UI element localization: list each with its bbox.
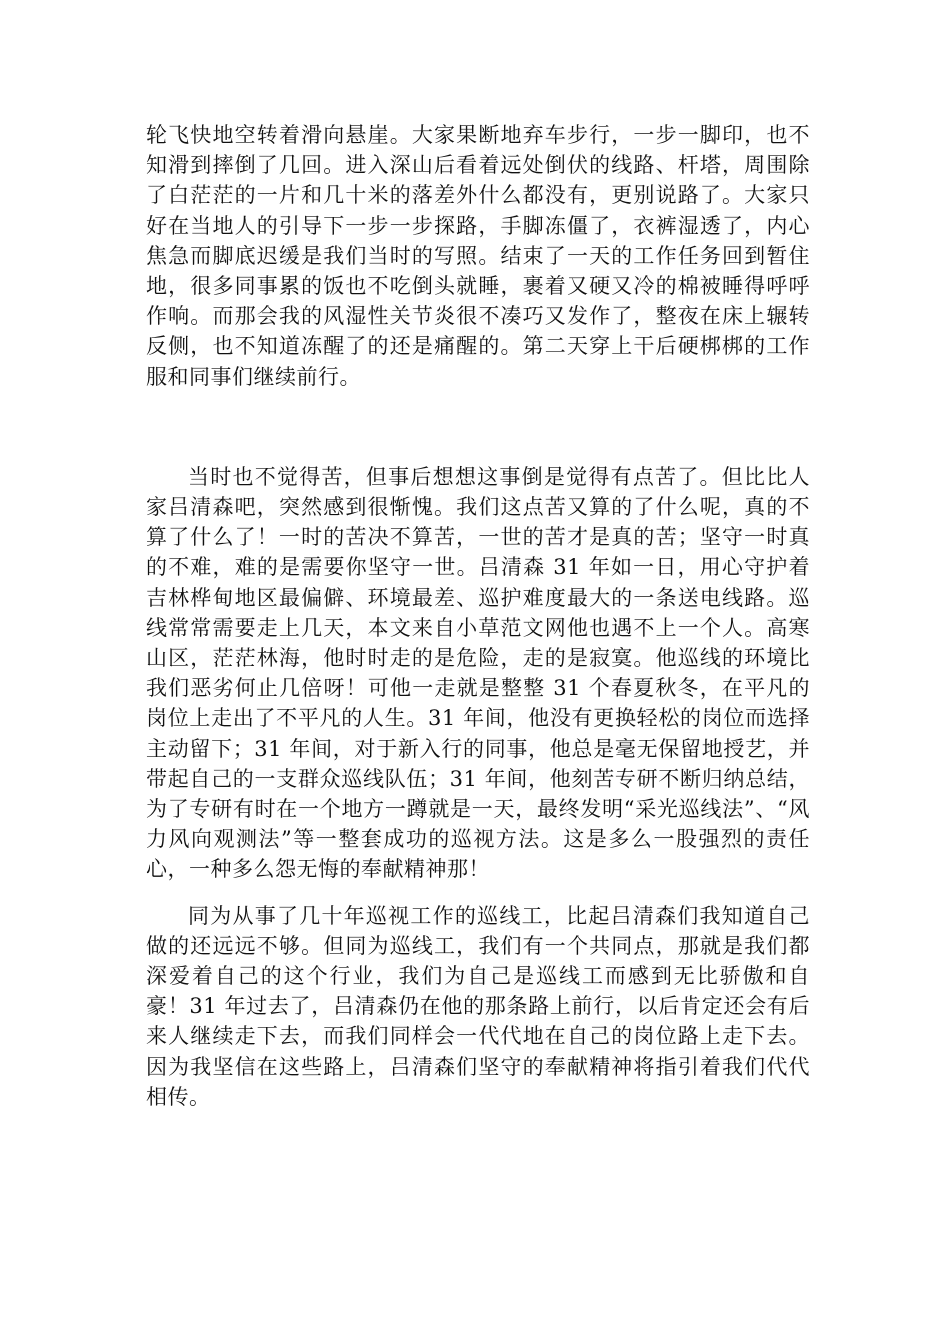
- paragraph-gap: [146, 392, 810, 462]
- document-body: [146, 120, 810, 1112]
- paragraph-conclusion: 同为从事了几十年巡视工作的巡线工，比起吕清森们我知道自己做的还远远不够。但同为巡线工，我们有一个共同点，那就是我们都深爱着自己的这个行业，我们为自己是巡线工而感到无比骄傲和自豪！31 年过去了，吕清森仍在他的那条路上前行，以后肯定还会有后来人继续走下去，而我们同样会一代代地在自己的岗位路上走下去。因为我坚信在这些路上，吕清森们坚守的奉献精神将指引着我们代代相传。: [146, 903, 810, 1109]
- paragraph-gap: [146, 885, 810, 901]
- paragraph-lv-qingsen: 当时也不觉得苦，但事后想想这事倒是觉得有点苦了。但比比人家吕清森吧，突然感到很惭愧。我们这点苦又算的了什么呢，真的不算了什么了！一时的苦决不算苦，一世的苦才是真的苦；坚守一时真的不难，难的是需要你坚守一世。吕清森 31 年如一日，用心守护着吉林桦甸地区最偏僻、环境最差、巡护难度最大的一条送电线路。巡线常常需要走上几天，本文来自小草范文网他也遇不上一个人。高寒山区，茫茫林海，他时时走的是危险，走的是寂寞。他巡线的环境比我们恶劣何止几倍呀！可他一走就是整整 31 个春夏秋冬，在平凡的岗位上走出了不平凡的人生。31 年间，他没有更换轻松的岗位而选择主动留下；31 年间，对于新入行的同事，他总是毫无保留地授艺，并带起自己的一支群众巡线队伍；31 年间，他刻苦专研不断归纳总结，为了专研有时在一个地方一蹲就是一天，最终发明“采光巡线法”、“风力风向观测法”等一整套成功的巡视方法。这是多么一股强烈的责任心，一种多么怨无悔的奉献精神那！: [146, 464, 810, 882]
- paragraph-continuation: 轮飞快地空转着滑向悬崖。大家果断地弃车步行，一步一脚印，也不知滑到摔倒了几回。进入深山后看着远处倒伏的线路、杆塔，周围除了白茫茫的一片和几十米的落差外什么都没有，更别说路了。大家只好在当地人的引导下一步一步探路，手脚冻僵了，衣裤湿透了，内心焦急而脚底迟缓是我们当时的写照。结束了一天的工作任务回到暂住地，很多同事累的饭也不吃倒头就睡，裹着又硬又冷的棉被睡得呼呼作响。而那会我的风湿性关节炎很不凑巧又发作了，整夜在床上辗转反侧，也不知道冻醒了的还是痛醒的。第二天穿上干后硬梆梆的工作服和同事们继续前行。: [146, 123, 810, 389]
